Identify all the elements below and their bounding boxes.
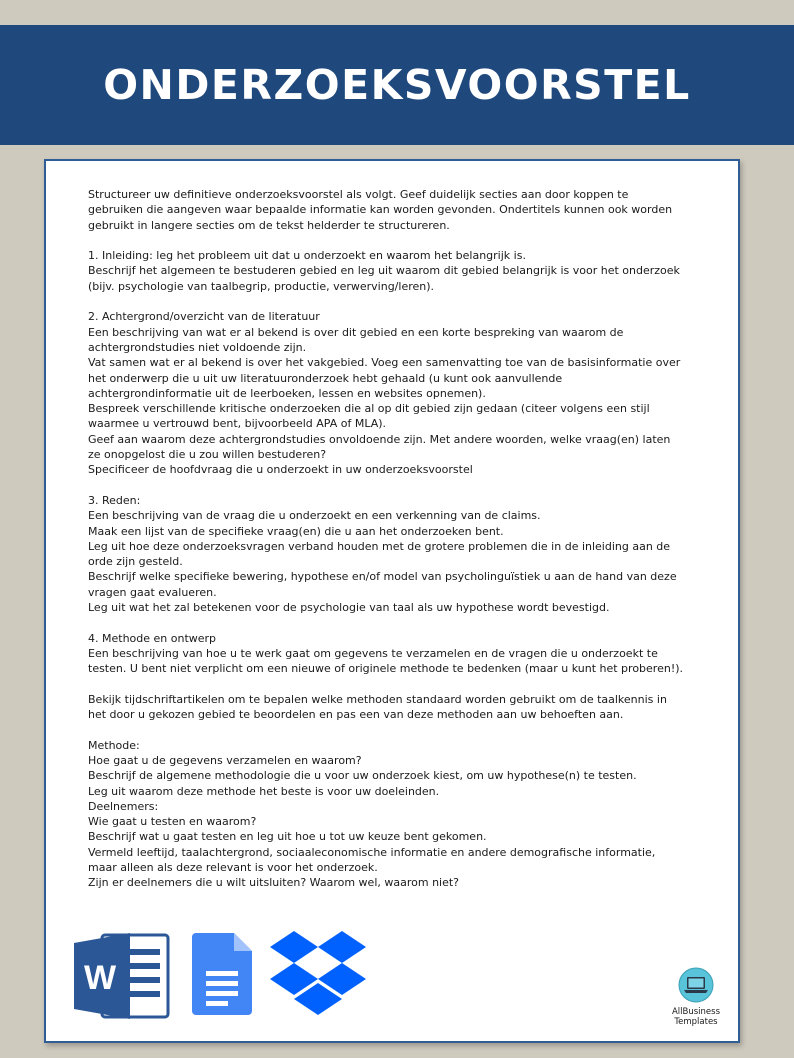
logo-line-1: AllBusiness: [671, 1007, 721, 1017]
paragraph: [88, 248, 708, 294]
text-line: Maak een lijst van de specifieke vraag(en) die u aan het onderzoeken bent.: [88, 524, 504, 538]
text-line: Wie gaat u testen en waarom?: [88, 815, 257, 829]
dropbox-icon[interactable]: [270, 931, 366, 1021]
text-line: Vat samen wat er al bekend is over het vakgebied. Voeg een samenvatting toe van de basisinformatie over: [88, 356, 681, 370]
text-line: Vermeld leeftijd, taalachtergrond, sociaaleconomische informatie en andere demografische informatie,: [88, 845, 656, 859]
text-line: testen. U bent niet verplicht om een nieuwe of originele methode te bedenken (maar u kunt het proberen!).: [88, 662, 684, 676]
paragraph: [88, 187, 708, 233]
text-line: ze onopgelost die u zou willen bestuderen?: [88, 448, 327, 462]
text-line: 1. Inleiding: leg het probleem uit dat u onderzoekt en waarom het belangrijk is.: [88, 249, 526, 263]
text-line: het onderwerp die u uit uw literatuuronderzoek hebt gehaald (u kunt ook aanvullende: [88, 371, 563, 385]
text-line: Beschrijf wat u gaat testen en leg uit hoe u tot uw keuze bent gekomen.: [88, 830, 487, 844]
text-line: het door u gekozen gebied te beoordelen en pas een van deze methoden aan uw behoeften aan.: [88, 708, 624, 722]
paragraph: [88, 631, 708, 677]
text-line: Een beschrijving van wat er al bekend is over dit gebied en een korte bespreking van waarom de: [88, 325, 624, 339]
word-icon[interactable]: [74, 931, 170, 1021]
logo-line-2: Templates: [674, 1017, 718, 1027]
text-line: waarmee u vertrouwd bent, bijvoorbeeld APA of MLA).: [88, 417, 387, 431]
paragraph: [88, 738, 708, 891]
text-line: Hoe gaat u de gegevens verzamelen en waarom?: [88, 753, 362, 767]
text-line: Beschrijf het algemeen te bestuderen gebied en leg uit waarom dit gebied belangrijk is voor het onderzoek: [88, 264, 680, 278]
text-line: maar alleen als deze relevant is voor het onderzoek.: [88, 861, 378, 875]
text-line: Bekijk tijdschriftartikelen om te bepalen welke methoden standaard worden gebruikt om de taalkennis in: [88, 692, 667, 706]
google-docs-icon[interactable]: [192, 933, 252, 1015]
text-line: Leg uit hoe deze onderzoeksvragen verband houden met de grotere problemen die in de inleiding aan de: [88, 539, 671, 553]
document-page: [44, 159, 740, 1043]
text-line: Leg uit wat het zal betekenen voor de psychologie van taal als uw hypothese wordt bevestigd.: [88, 601, 610, 615]
text-line: achtergrondstudies niet voldoende zijn.: [88, 340, 307, 354]
text-line: Deelnemers:: [88, 799, 159, 813]
paragraph: [88, 692, 708, 723]
text-line: achtergrondinformatie uit de leerboeken, lessen en websites opnemen).: [88, 386, 486, 400]
text-line: Een beschrijving van de vraag die u onderzoekt en een verkenning van de claims.: [88, 509, 541, 523]
text-line: Specificeer de hoofdvraag die u onderzoekt in uw onderzoeksvoorstel: [88, 463, 473, 477]
text-line: Beschrijf welke specifieke bewering, hypothese en/of model van psycholinguïstiek u aan de hand van deze: [88, 570, 677, 584]
text-line: 2. Achtergrond/overzicht van de literatuur: [88, 310, 320, 324]
text-line: gebruikt in langere secties om de tekst helderder te structureren.: [88, 218, 450, 232]
text-line: Methode:: [88, 738, 140, 752]
page-title: ONDERZOEKSVOORSTEL: [103, 61, 691, 109]
allbusiness-logo: [661, 967, 731, 1027]
text-line: 3. Reden:: [88, 493, 141, 507]
text-line: Beschrijf de algemene methodologie die u voor uw onderzoek kiest, om uw hypothese(n) te testen.: [88, 769, 637, 783]
text-line: Geef aan waarom deze achtergrondstudies onvoldoende zijn. Met andere woorden, welke vraag(en) laten: [88, 432, 671, 446]
document-body: [88, 187, 708, 906]
text-line: Een beschrijving van hoe u te werk gaat om gegevens te verzamelen en de vragen die u onderzoekt te: [88, 646, 658, 660]
text-line: 4. Methode en ontwerp: [88, 631, 217, 645]
paragraph: [88, 493, 708, 615]
header-banner: [0, 25, 794, 145]
text-line: (bijv. psychologie van taalbegrip, productie, verwerving/leren).: [88, 279, 435, 293]
paragraph: [88, 309, 708, 477]
text-line: gebruiken die aangeven waar bepaalde informatie kan worden gevonden. Ondertitels kunnen ook worden: [88, 203, 673, 217]
text-line: Bespreek verschillende kritische onderzoeken die al op dit gebied zijn gedaan (citeer volgens een stijl: [88, 402, 650, 416]
text-line: orde zijn gesteld.: [88, 555, 183, 569]
text-line: vragen gaat evalueren.: [88, 585, 217, 599]
laptop-icon: [678, 967, 714, 1003]
text-line: Leg uit waarom deze methode het beste is voor uw doeleinden.: [88, 784, 440, 798]
text-line: Zijn er deelnemers die u wilt uitsluiten? Waarom wel, waarom niet?: [88, 876, 460, 890]
text-line: Structureer uw definitieve onderzoeksvoorstel als volgt. Geef duidelijk secties aan door koppen te: [88, 188, 629, 201]
word-icon-letter: W: [83, 959, 117, 997]
